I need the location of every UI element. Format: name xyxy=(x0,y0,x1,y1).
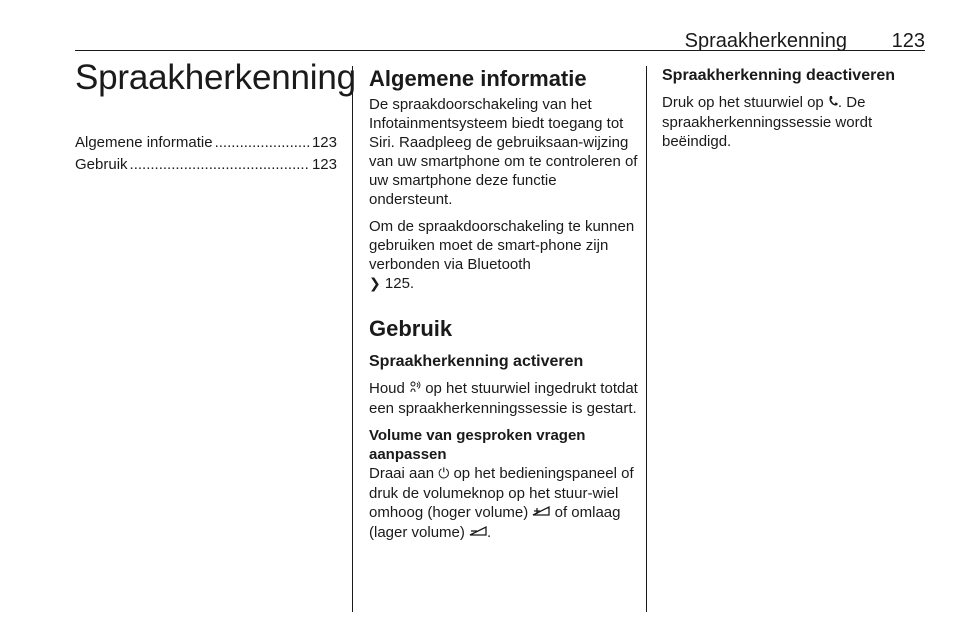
toc-page: 123 xyxy=(311,156,337,173)
volume-text-2: op het bedieningspaneel of druk de volumeknop op het stuur-wiel omhoog (hoger volume) xyxy=(369,465,634,521)
volume-text-3: of omlaag (lager volume) xyxy=(369,504,621,541)
subheading-volume: Volume van gesproken vragen aanpassen xyxy=(369,427,586,463)
page-number: 123 xyxy=(891,30,925,52)
toc-label: Gebruik xyxy=(75,156,128,173)
general-paragraph xyxy=(369,217,641,294)
page-reference[interactable] xyxy=(369,275,414,292)
activate-paragraph xyxy=(369,379,641,418)
deactivate-paragraph xyxy=(662,93,924,151)
toc-entry[interactable] xyxy=(75,132,337,154)
column-divider xyxy=(646,66,647,612)
activate-text-before: Houd xyxy=(369,380,405,397)
section-heading-usage: Gebruik xyxy=(369,316,453,341)
page-reference-number: 125. xyxy=(384,275,415,292)
activate-text-after: op het stuurwiel ingedrukt totdat een spraakherkenningssessie is gestart. xyxy=(369,380,638,417)
column-divider xyxy=(352,66,353,612)
toc-page: 123 xyxy=(311,134,337,151)
content-column xyxy=(662,66,924,159)
volume-text-1: Draai aan xyxy=(369,465,435,482)
running-header xyxy=(75,30,925,52)
power-knob-icon: ⏻ xyxy=(438,466,450,482)
subheading-activate: Spraakherkenning activeren xyxy=(369,353,584,370)
running-header-title: Spraakherkenning xyxy=(684,30,847,52)
volume-down-icon xyxy=(469,524,487,543)
header-rule xyxy=(75,50,925,51)
volume-text-4: . xyxy=(487,524,492,541)
chapter-title: Spraakherkenning xyxy=(75,58,356,97)
section-heading-general: Algemene informatie xyxy=(369,66,587,91)
page-reference-arrow-icon: ❯ xyxy=(369,276,381,292)
general-paragraph-text: Om de spraakdoorschakeling te kunnen gebruiken moet de smart-phone zijn verbonden via Bluetooth xyxy=(369,218,635,273)
voice-command-icon xyxy=(409,380,421,399)
toc-leader-dots xyxy=(215,132,310,154)
deactivate-text-after: . De spraakherkenningssessie wordt beëindigd. xyxy=(662,94,873,150)
general-paragraph: De spraakdoorschakeling van het Infotainmentsysteem biedt toegang tot Siri. Raadpleeg de gebruiksaan-wijzing van uw smartphone om te controleren of uw smartphone deze functie ondersteunt. xyxy=(369,96,638,208)
volume-paragraph xyxy=(369,464,641,543)
toc-entry[interactable] xyxy=(75,154,337,176)
deactivate-text-before: Druk op het stuurwiel op xyxy=(662,94,824,111)
toc-leader-dots xyxy=(130,154,310,176)
phone-hang-up-icon xyxy=(828,94,838,113)
volume-up-icon xyxy=(532,504,550,523)
chapter-column xyxy=(75,58,356,176)
content-column xyxy=(369,66,641,551)
toc-label: Algemene informatie xyxy=(75,134,213,151)
subheading-deactivate: Spraakherkenning deactiveren xyxy=(662,67,895,84)
